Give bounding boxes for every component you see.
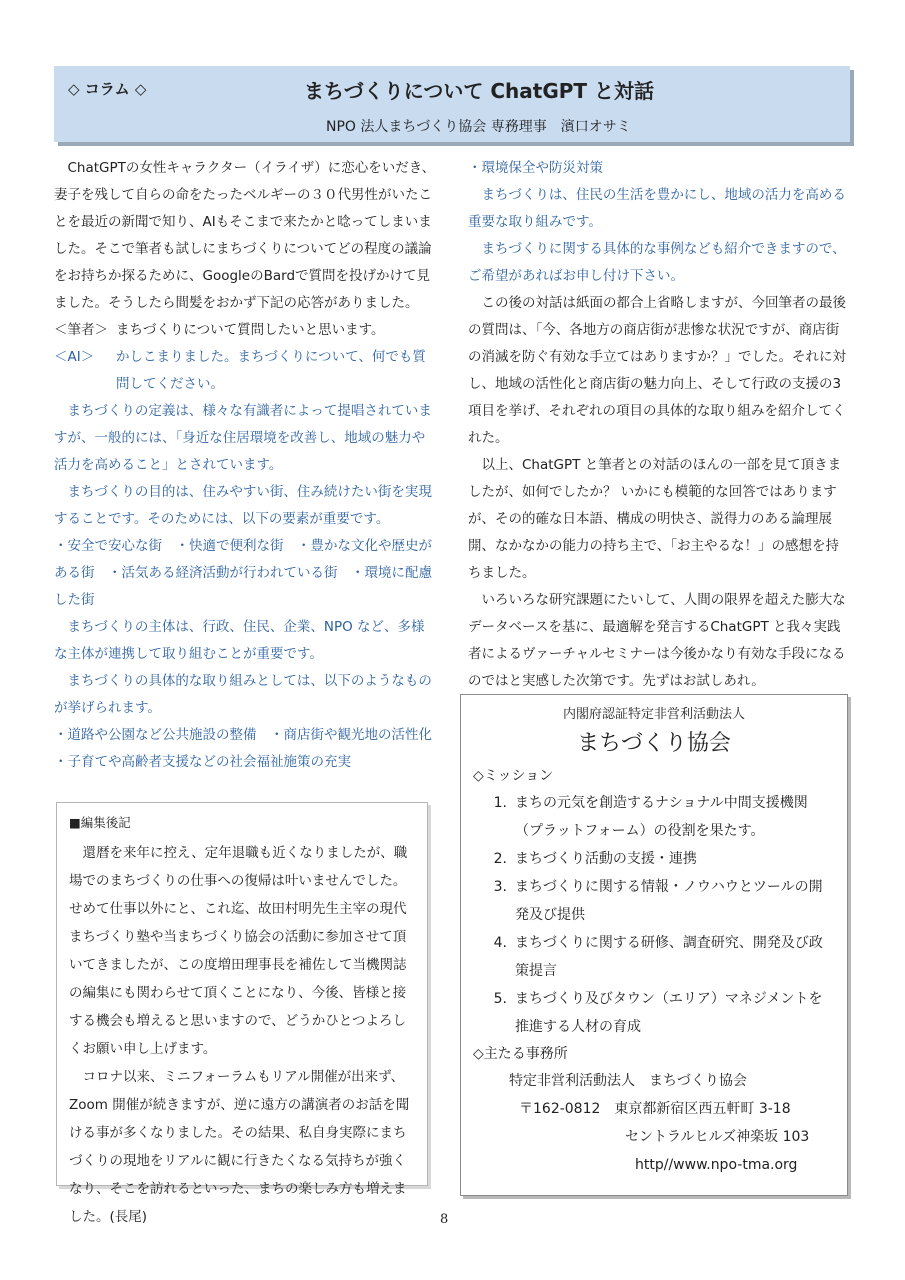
org-certification: 内閣府認証特定非営利活動法人 [562, 707, 745, 722]
author-byline: NPO 法人まちづくり協会 専務理事 濱口オサミ [326, 119, 631, 135]
mission-list [473, 789, 835, 1041]
dialog-question [54, 317, 438, 344]
organization-info-box [460, 694, 848, 1196]
ai-bullets: ・環境保全や防災対策 [468, 160, 603, 176]
mission-item: 4. まちづくりに関する研修、調査研究、開発及び政策提言 [493, 935, 823, 979]
page-title: まちづくりについて ChatGPT と対話 [304, 79, 655, 103]
office-name: 特定非営利活動法人 まちづくり協会 [509, 1073, 747, 1089]
ai-paragraph: まちづくりの定義は、様々な有識者によって提唱されていますが、一般的には、「身近な住居環境を改善し、地域の魅力や活力を高めること」とされています。 [54, 403, 432, 473]
ai-paragraph: まちづくりの主体は、行政、住民、企業、NPO など、多様な主体が連携して取り組むことが重要です。 [54, 619, 425, 662]
question-speaker: ＜筆者＞ [54, 322, 108, 338]
editors-afterword-box [56, 802, 428, 1225]
mission-item: 5. まちづくり及びタウン（エリア）マネジメントを推進する人材の育成 [493, 991, 823, 1035]
ai-paragraph: まちづくりの目的は、住みやすい街、住み続けたい街を実現することです。そのためには、以下の要素が重要です。 [54, 484, 432, 527]
body-paragraph: 以上、ChatGPT と筆者との対話のほんの一部を見て頂きましたが、如何でしたか？ いかにも模範的な回答ではありますが、その的確な日本語、構成の明快さ、説得力のある論理展開、なかなかの能力の持ち主で、「お主やるな！」の感想を持ちました。 [468, 457, 842, 581]
afterword-paragraph: コロナ以来、ミニフォーラムもリアル開催が出来ず、Zoom 開催が続きますが、逆に遠方の講演者のお話を聞ける事が多くなりました。その結果、私自身実際にまちづくりの現地をリアルに観に行きたくなる気持ちが強くなり、そこを訪れるといった、まちの楽しみ方も増えました。(長尾) [69, 1069, 410, 1225]
body-paragraph: いろいろな研究課題にたいして、人間の限界を超えた膨大なデータベースを基に、最適解を発言するChatGPT と我々実践者によるヴァーチャルセミナーは今後かなり有効な手段になるのではと実感した次第です。先ずはお試しあれ。 [468, 592, 846, 689]
mission-item: 3. まちづくりに関する情報・ノウハウとツールの開発及び提供 [493, 879, 823, 923]
office-heading: ◇主たる事務所 [473, 1046, 568, 1062]
answer-text: かしこまりました。まちづくりについて、何でも質問してください。 [116, 349, 426, 392]
ai-bullets: ・道路や公園など公共施設の整備 ・商店街や観光地の活性化 [54, 727, 432, 743]
afterword-paragraph: 還暦を来年に控え、定年退職も近くなりましたが、職場でのまちづくりの仕事への復帰は叶いませんでした。せめて仕事以外にと、これ迄、故田村明先生主宰の現代まちづくり塾や当まちづくり協会の活動に参加させて頂いてきましたが、この度増田理事長を補佐して当機関誌の編集にも関わらせて頂くことになり、今後、皆様と接する機会も増えると思いますので、どうかひとつよろしくお願い申し上げます。 [69, 845, 408, 1057]
ai-paragraph: まちづくりは、住民の生活を豊かにし、地域の活力を高める重要な取り組みです。 [468, 187, 846, 230]
ai-bullets: ・子育てや高齢者支援などの社会福祉施策の充実 [54, 754, 351, 770]
ai-paragraph: まちづくりの具体的な取り組みとしては、以下のようなものが挙げられます。 [54, 673, 432, 716]
page-number: 8 [440, 1212, 449, 1227]
afterword-heading: ■編集後記 [69, 815, 131, 830]
answer-speaker: ＜AI＞ [54, 349, 95, 365]
mission-item: 2. まちづくり活動の支援・連携 [493, 851, 697, 867]
column-header [54, 66, 850, 142]
mission-item: 1. まちの元気を創造するナショナル中間支援機関（プラットフォーム）の役割を果たす。 [493, 795, 808, 839]
ai-paragraph: まちづくりに関する具体的な事例なども紹介できますので、ご希望があればお申し付け下さい。 [468, 241, 846, 284]
left-column [54, 155, 438, 776]
website-link[interactable]: http//www.npo-tma.org [635, 1157, 798, 1173]
mission-heading: ◇ミッション [473, 768, 554, 784]
right-column [468, 155, 848, 695]
question-text: まちづくりについて質問したいと思います。 [116, 322, 385, 338]
ai-bullets: ・安全で安心な街 ・快適で便利な街 ・豊かな文化や歴史がある街 ・活気ある経済活動が行われている街 ・環境に配慮した街 [54, 538, 432, 608]
body-paragraph: この後の対話は紙面の都合上省略しますが、今回筆者の最後の質問は、「今、各地方の商店街が悲惨な状況ですが、商店街の消滅を防ぐ有効な手立てはありますか？」でした。それに対し、地域の活性化と商店街の魅力向上、そして行政の支援の3項目を挙げ、それぞれの項目の具体的な取り組みを紹介してくれた。 [468, 295, 846, 446]
column-tag: ◇ コラム ◇ [68, 80, 147, 98]
org-name: まちづくり協会 [577, 731, 731, 756]
office-address: 〒162-0812 東京都新宿区西五軒町 3-18 [519, 1101, 791, 1117]
intro-paragraph: ChatGPTの女性キャラクター（イライザ）に恋心をいだき、妻子を残して自らの命をたったベルギーの３０代男性がいたことを最近の新聞で知り、AIもそこまで来たかと唸ってしまいました。そこで筆者も試しにまちづくりについてどの程度の議論をお持ちか探るために、GoogleのBardで質問を投げかけて見ました。そうしたら間髪をおかず下記の応答がありました。 [54, 160, 436, 311]
office-building: セントラルヒルズ神楽坂 103 [625, 1129, 810, 1145]
dialog-answer [54, 344, 438, 398]
